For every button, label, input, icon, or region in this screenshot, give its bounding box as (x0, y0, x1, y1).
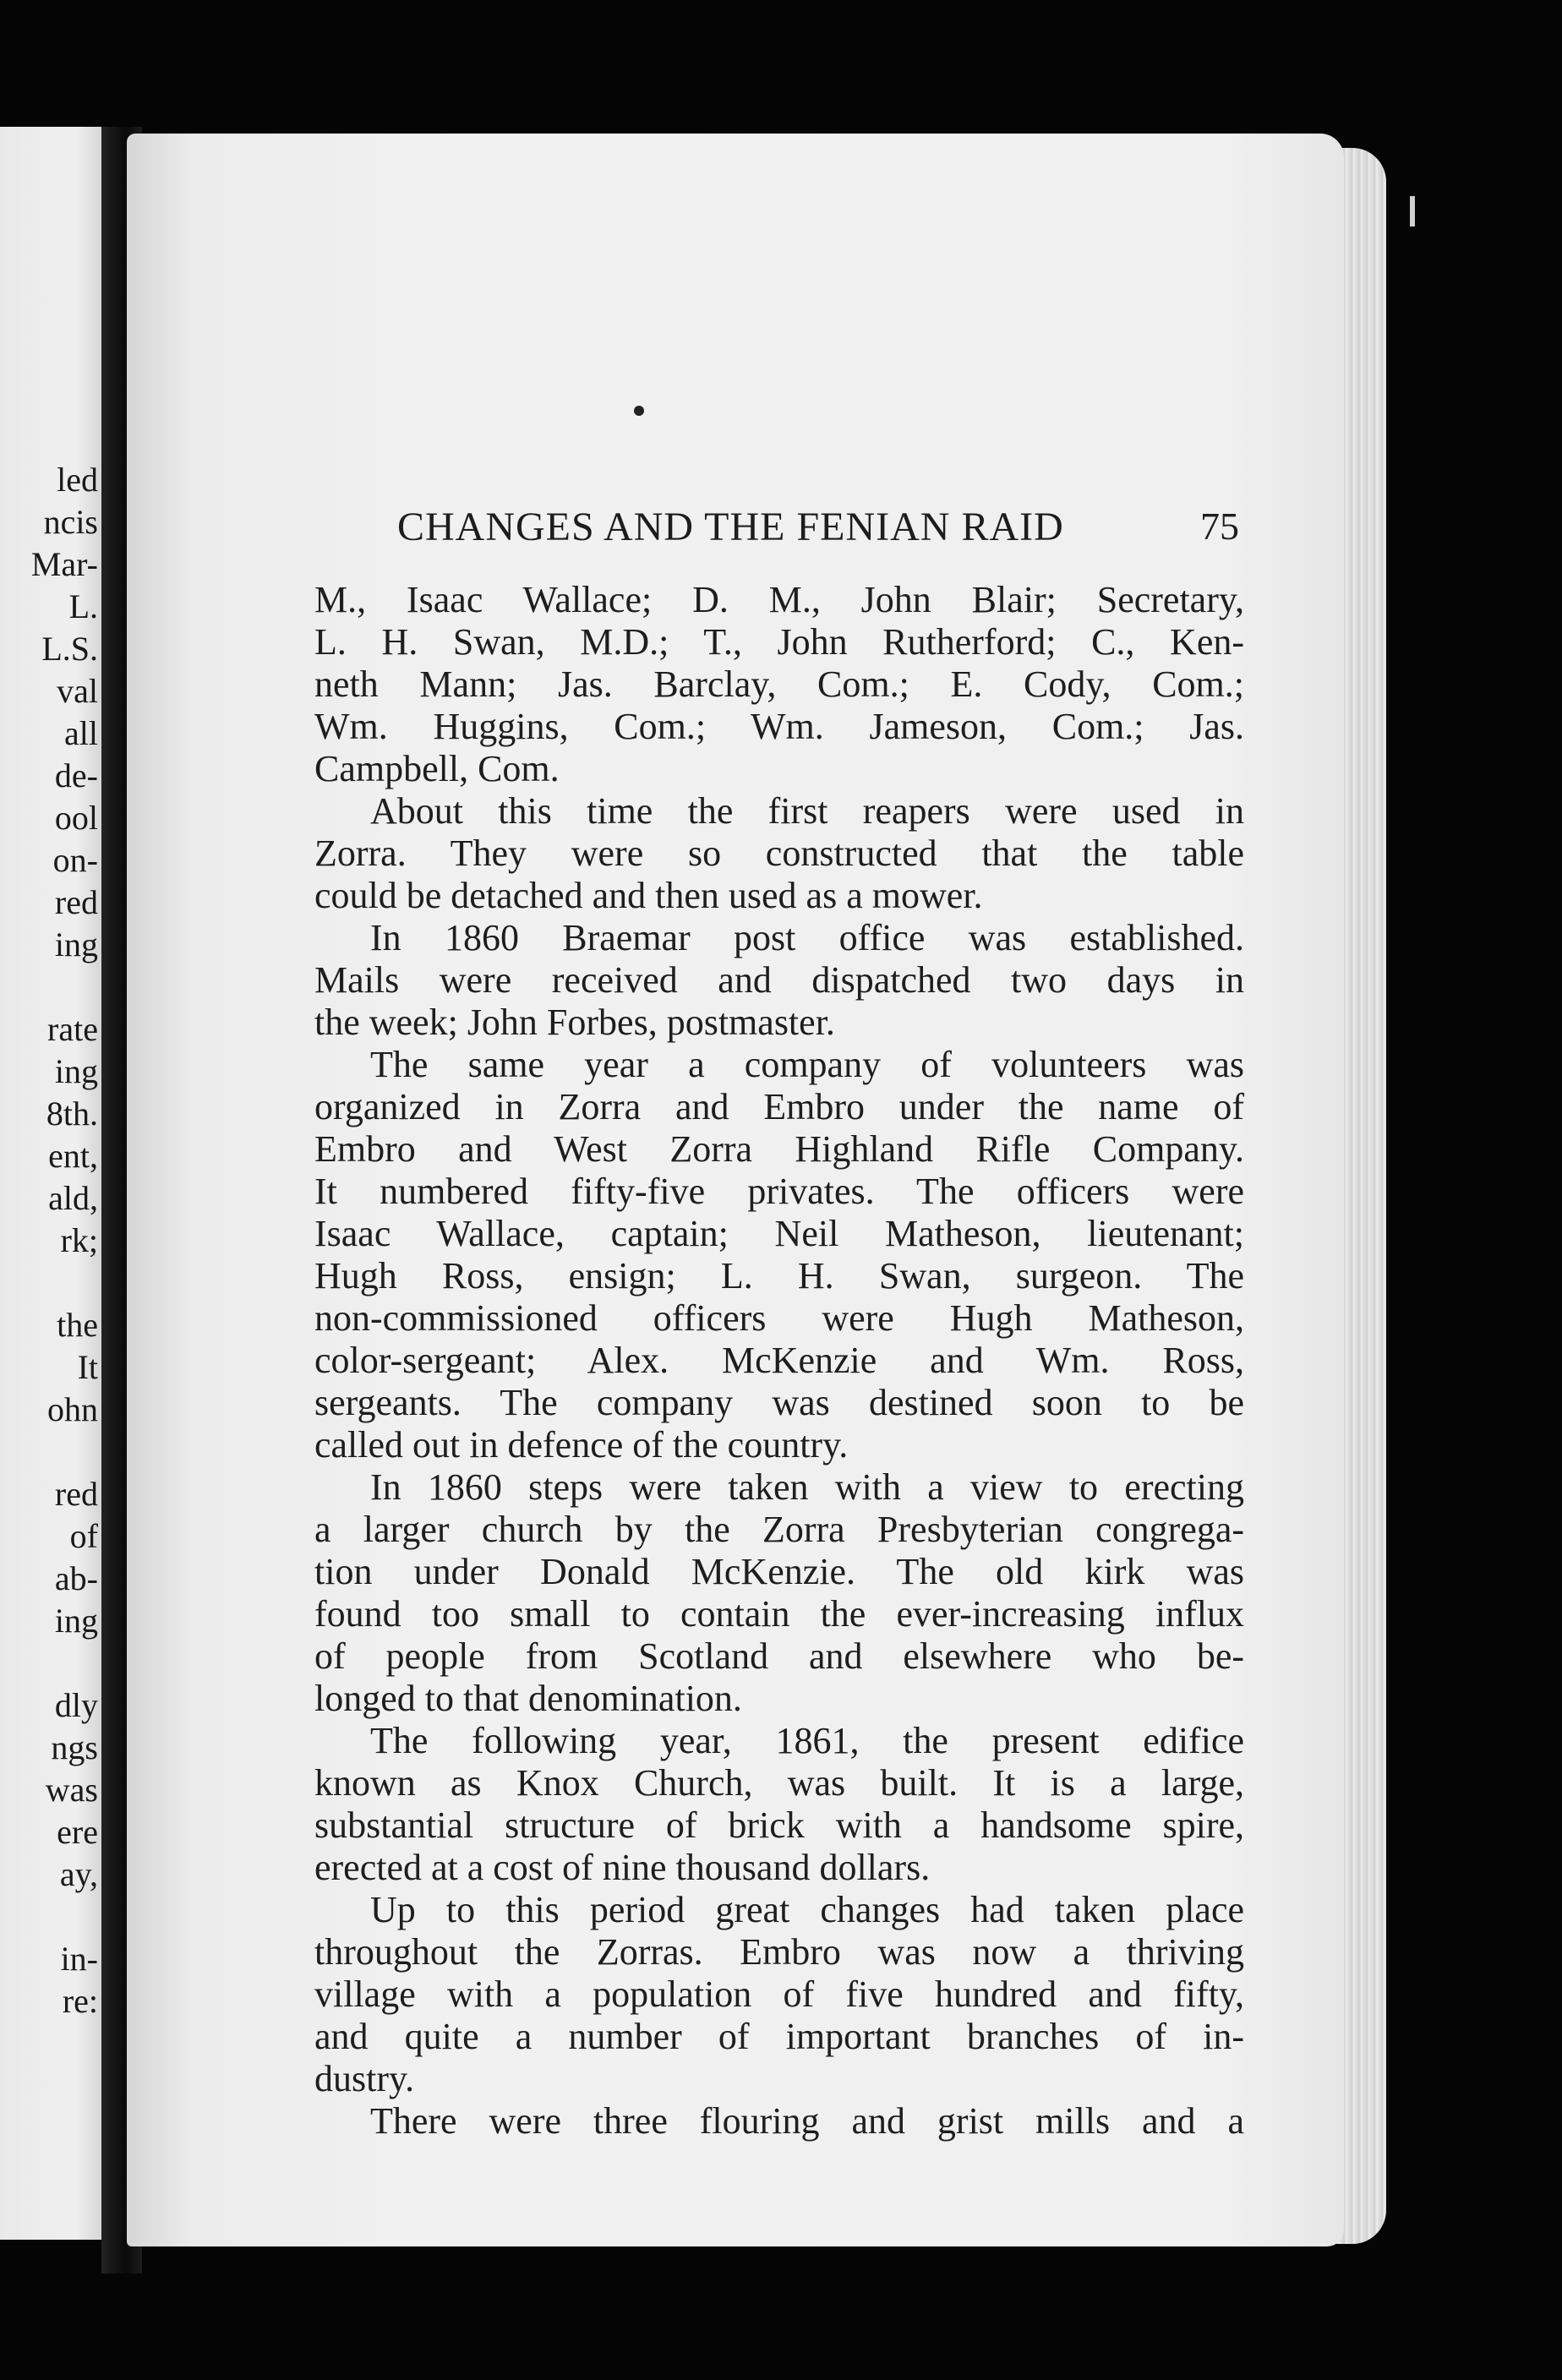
fragment-text: dly (54, 1686, 98, 1724)
text-line: L. H. Swan, M.D.; T., John Rutherford; C., Ken- (314, 621, 1244, 663)
text-line: non-commissioned officers were Hugh Matheson, (314, 1297, 1244, 1339)
fragment-text: red (54, 883, 98, 921)
previous-page-edge (0, 127, 108, 2240)
text-line: color-sergeant; Alex. McKenzie and Wm. Ross, (314, 1340, 1244, 1381)
text-line: Mails were received and dispatched two days in (314, 959, 1244, 1001)
text-line: The same year a company of volunteers was (370, 1044, 1244, 1085)
fragment-text: ohn (47, 1390, 98, 1428)
text-line: M., Isaac Wallace; D. M., John Blair; Secretary, (314, 579, 1244, 620)
fragment-text: ing (54, 1602, 98, 1640)
fragment-text: 8th. (46, 1094, 98, 1133)
fragment-text: ere (57, 1813, 98, 1851)
running-head: CHANGES AND THE FENIAN RAID (397, 505, 1064, 549)
book-page (127, 134, 1344, 2246)
text-line: village with a population of five hundred and fifty, (314, 1973, 1244, 2015)
text-line: erected at a cost of nine thousand dollars. (314, 1847, 931, 1888)
text-line: called out in defence of the country. (314, 1424, 849, 1466)
fragment-text: ald, (48, 1179, 98, 1217)
fragment-text: all (64, 714, 98, 752)
text-line: the week; John Forbes, postmaster. (314, 1002, 835, 1043)
text-line: could be detached and then used as a mower. (314, 875, 983, 916)
text-line: Up to this period great changes had taken place (370, 1889, 1244, 1930)
fragment-text: val (57, 672, 98, 710)
fragment-text: Mar- (30, 545, 98, 583)
fragment-text: L. (68, 587, 98, 625)
fragment-text: re: (62, 1982, 98, 2020)
text-line: sergeants. The company was destined soon to be (314, 1382, 1244, 1423)
fragment-text: on- (52, 841, 98, 879)
fragment-text: of (69, 1517, 98, 1555)
text-line: In 1860 Braemar post office was established. (370, 917, 1244, 958)
fragment-text: ab- (54, 1559, 98, 1597)
text-line: a larger church by the Zorra Presbyterian congrega- (314, 1509, 1244, 1550)
text-line: Hugh Ross, ensign; L. H. Swan, surgeon. The (314, 1255, 1244, 1296)
fragment-text: ing (54, 1052, 98, 1090)
text-line: The following year, 1861, the present edifice (370, 1720, 1244, 1761)
text-line: Isaac Wallace, captain; Neil Matheson, lieutenant; (314, 1213, 1244, 1254)
text-line: neth Mann; Jas. Barclay, Com.; E. Cody, Com.; (314, 663, 1244, 705)
text-line: Campbell, Com. (314, 748, 560, 789)
fragment-text: rate (47, 1010, 98, 1048)
ink-dot (634, 406, 644, 416)
text-line: Embro and West Zorra Highland Rifle Company. (314, 1128, 1244, 1170)
text-line: known as Knox Church, was built. It is a large, (314, 1762, 1244, 1804)
fragment-text: in- (60, 1940, 98, 1978)
page-number: 75 (1200, 505, 1239, 548)
fragment-text: ngs (51, 1728, 98, 1766)
fragment-text: de- (54, 756, 98, 794)
text-line: found too small to contain the ever-increasing influx (314, 1593, 1244, 1635)
text-line: In 1860 steps were taken with a view to erecting (370, 1466, 1244, 1508)
fragment-text: ay, (59, 1855, 98, 1893)
fragment-text: the (57, 1306, 98, 1344)
fragment-text: rk; (60, 1221, 98, 1259)
fragment-text: red (54, 1475, 98, 1513)
fragment-text: ool (54, 799, 98, 837)
text-line: and quite a number of important branches of in- (314, 2016, 1244, 2057)
fragment-text: It (77, 1348, 98, 1386)
fragment-text: ent, (48, 1137, 98, 1175)
text-line: It numbered fifty-five privates. The officers were (314, 1171, 1244, 1212)
text-line: substantial structure of brick with a handsome spire, (314, 1804, 1244, 1846)
text-line: Wm. Huggins, Com.; Wm. Jameson, Com.; Jas. (314, 706, 1244, 747)
text-line: organized in Zorra and Embro under the name of (314, 1086, 1244, 1127)
text-line: Zorra. They were so constructed that the table (314, 832, 1244, 874)
fragment-text: ncis (43, 503, 98, 541)
edge-mark (1410, 196, 1415, 227)
text-line: There were three flouring and grist mills and a (370, 2100, 1244, 2142)
fragment-text: L.S. (41, 630, 98, 668)
text-line: of people from Scotland and elsewhere who be- (314, 1635, 1244, 1677)
text-line: longed to that denomination. (314, 1678, 742, 1719)
text-line: About this time the first reapers were used in (370, 790, 1244, 832)
fragment-text: led (57, 461, 98, 499)
text-line: throughout the Zorras. Embro was now a thriving (314, 1931, 1244, 1973)
fragment-text: was (45, 1771, 98, 1809)
text-line: dustry. (314, 2058, 415, 2099)
text-line: tion under Donald McKenzie. The old kirk was (314, 1551, 1244, 1592)
fragment-text: ing (54, 925, 98, 963)
